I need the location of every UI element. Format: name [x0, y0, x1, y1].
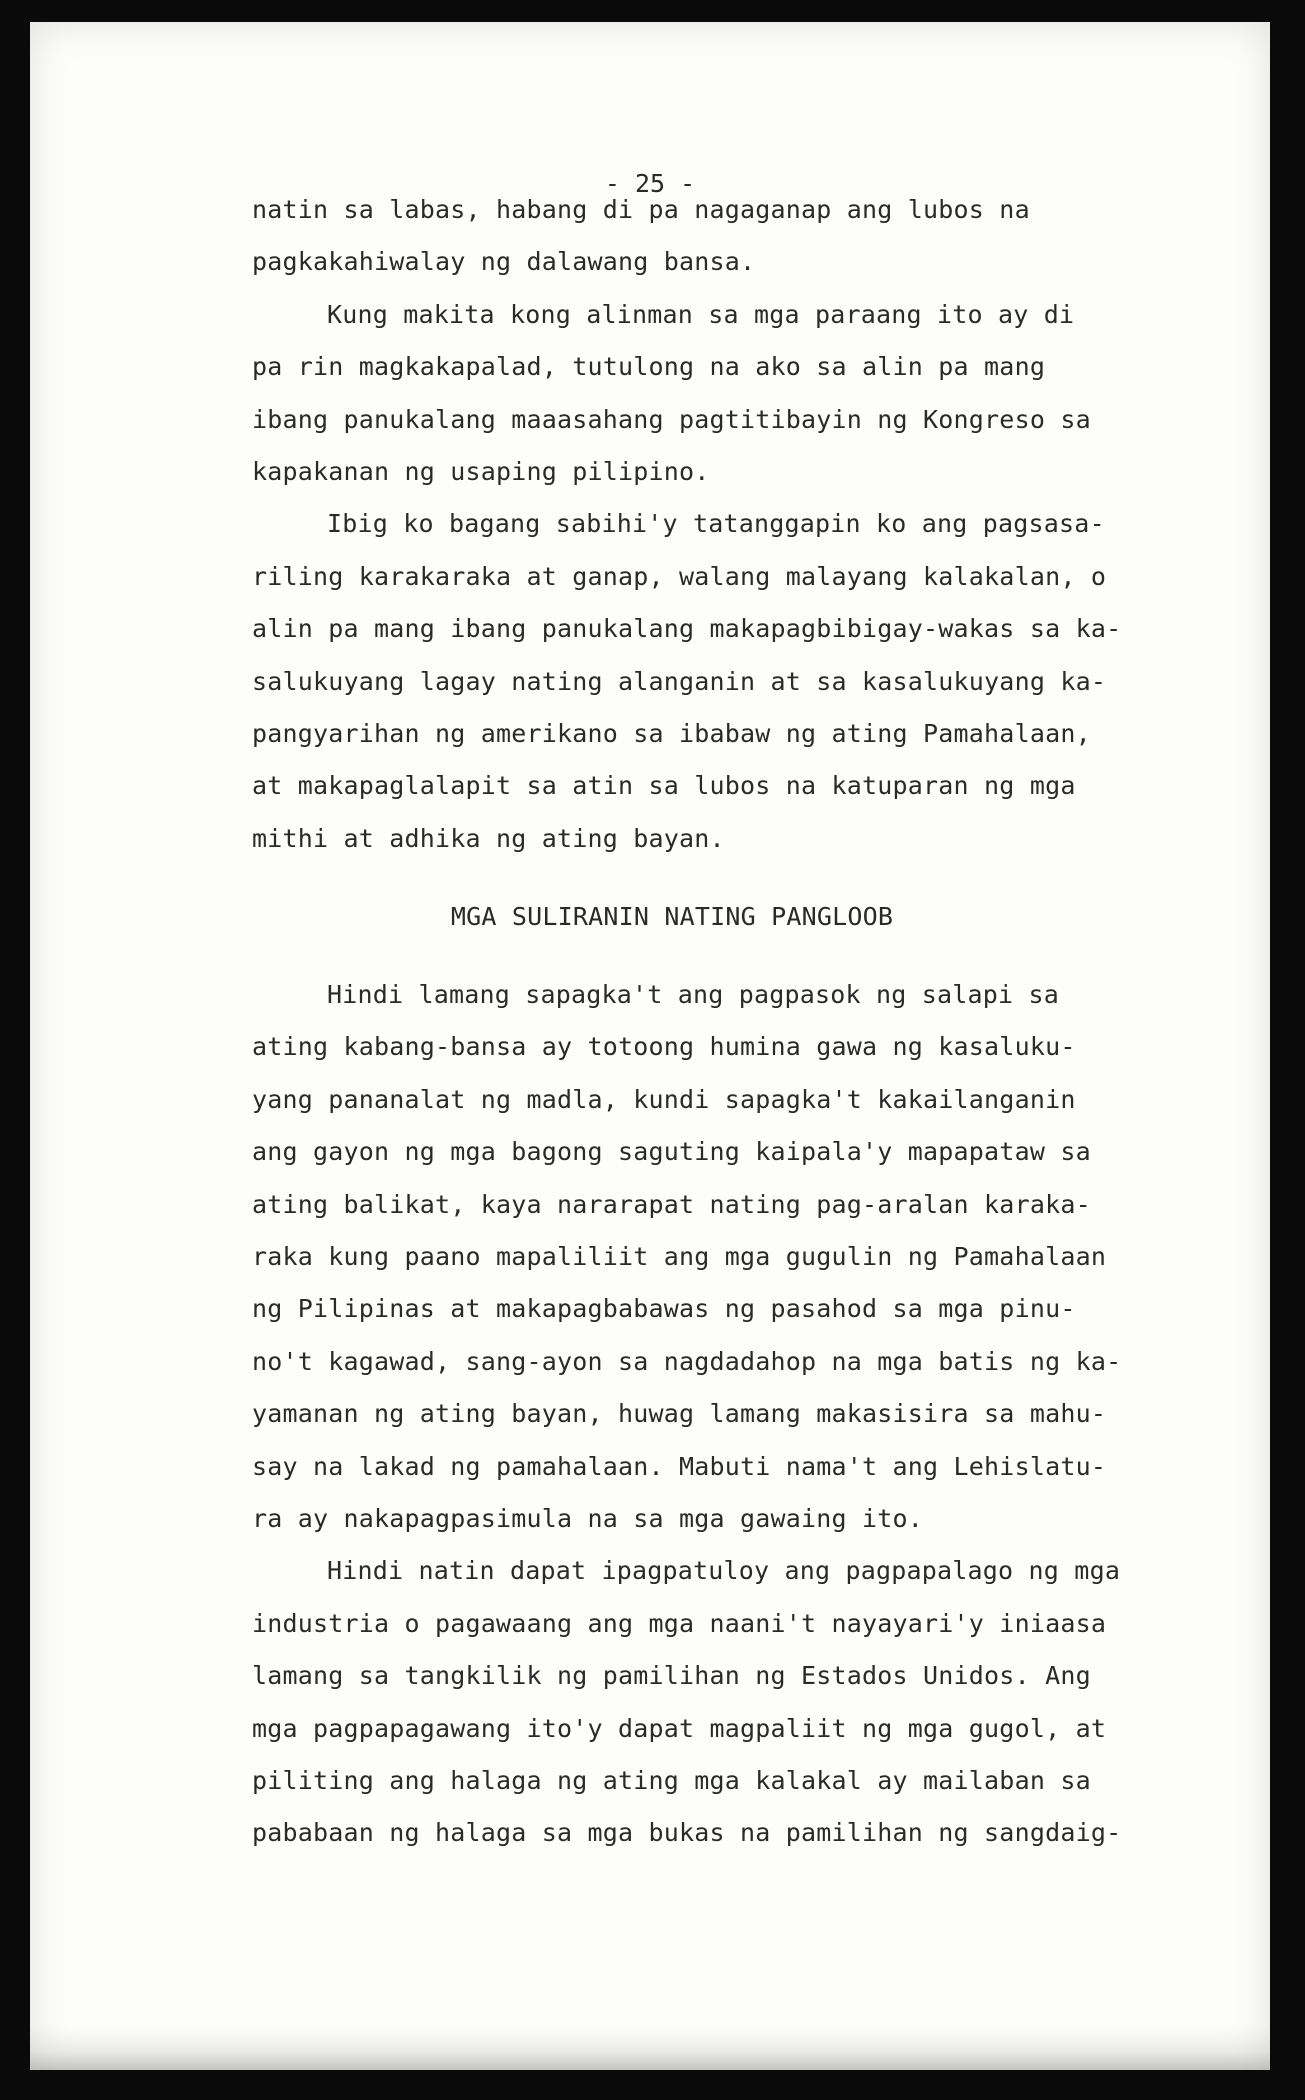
text-line: Kung makita kong alinman sa mga paraang ito ay di	[327, 299, 1075, 329]
text-line: yamanan ng ating bayan, huwag lamang makasisira sa mahu-	[252, 1399, 1107, 1429]
text-line: ating kabang-bansa ay totoong humina gawa ng kasaluku-	[252, 1032, 1076, 1062]
text-line: raka kung paano mapaliliit ang mga gugulin ng Pamahalaan	[252, 1242, 1107, 1272]
text-line: natin sa labas, habang di pa nagaganap ang lubos na	[252, 195, 1030, 224]
text-line: ang gayon ng mga bagong saguting kaipala'y mapapataw sa	[252, 1137, 1091, 1167]
text-line: yang pananalat ng madla, kundi sapagka't kakailanganin	[252, 1084, 1076, 1114]
text-line: kapakanan ng usaping pilipino.	[252, 456, 710, 486]
text-line: alin pa mang ibang panukalang makapagbibigay-wakas sa ka-	[252, 614, 1122, 644]
text-line: Ibig ko bagang sabihi'y tatanggapin ko ang pagsasa-	[327, 509, 1105, 539]
spacer	[252, 947, 1192, 969]
text-line: pangyarihan ng amerikano sa ibabaw ng ating Pamahalaan,	[252, 718, 1091, 748]
paragraph-2	[252, 289, 1192, 499]
text-line: ating balikat, kaya nararapat nating pag-aralan karaka-	[252, 1189, 1091, 1219]
section-paragraph-2	[252, 1545, 1192, 1859]
paragraph-3	[252, 498, 1192, 865]
text-line: Hindi natin dapat ipagpatuloy ang pagpapalago ng mga	[327, 1556, 1121, 1586]
text-line: salukuyang lagay nating alanganin at sa kasalukuyang ka-	[252, 666, 1107, 696]
text-line: ra ay nakapagpasimula na sa mga gawaing ito.	[252, 1503, 924, 1533]
text-line: pagkakahiwalay ng dalawang bansa.	[252, 247, 756, 277]
section-paragraph-1	[252, 969, 1192, 1545]
section-heading: MGA SULIRANIN NATING PANGLOOB	[450, 902, 894, 932]
page-number: - 25 -	[604, 169, 696, 198]
text-line: industria o pagawaang ang mga naani't nayayari'y iniaasa	[252, 1608, 1107, 1638]
text-line: pababaan ng halaga sa mga bukas na pamilihan ng sangdaig-	[252, 1818, 1122, 1848]
text-line: say na lakad ng pamahalaan. Mabuti nama't ang Lehislatu-	[252, 1451, 1107, 1481]
text-line: at makapaglalapit sa atin sa lubos na katuparan ng mga	[252, 771, 1076, 801]
text-line: lamang sa tangkilik ng pamilihan ng Estados Unidos. Ang	[252, 1661, 1091, 1691]
text-line: pa rin magkakapalad, tutulong na ako sa alin pa mang	[252, 352, 1046, 382]
text-line: riling karakaraka at ganap, walang malayang kalakalan, o	[252, 561, 1107, 591]
body-text	[252, 184, 1192, 1860]
text-line: Hindi lamang sapagka't ang pagpasok ng salapi sa	[327, 980, 1060, 1010]
spacer	[252, 865, 1192, 887]
text-line: mga pagpapagawang ito'y dapat magpaliit ng mga gugol, at	[252, 1713, 1107, 1743]
text-line: ibang panukalang maaasahang pagtitibayin ng Kongreso sa	[252, 404, 1091, 434]
document-page	[30, 22, 1270, 2070]
text-line: ng Pilipinas at makapagbabawas ng pasahod sa mga pinu-	[252, 1294, 1076, 1324]
text-line: mithi at adhika ng ating bayan.	[252, 823, 725, 853]
text-line: no't kagawad, sang-ayon sa nagdadahop na mga batis ng ka-	[252, 1346, 1122, 1376]
text-line: piliting ang halaga ng ating mga kalakal ay mailaban sa	[252, 1765, 1091, 1795]
paragraph-1	[252, 184, 1192, 289]
